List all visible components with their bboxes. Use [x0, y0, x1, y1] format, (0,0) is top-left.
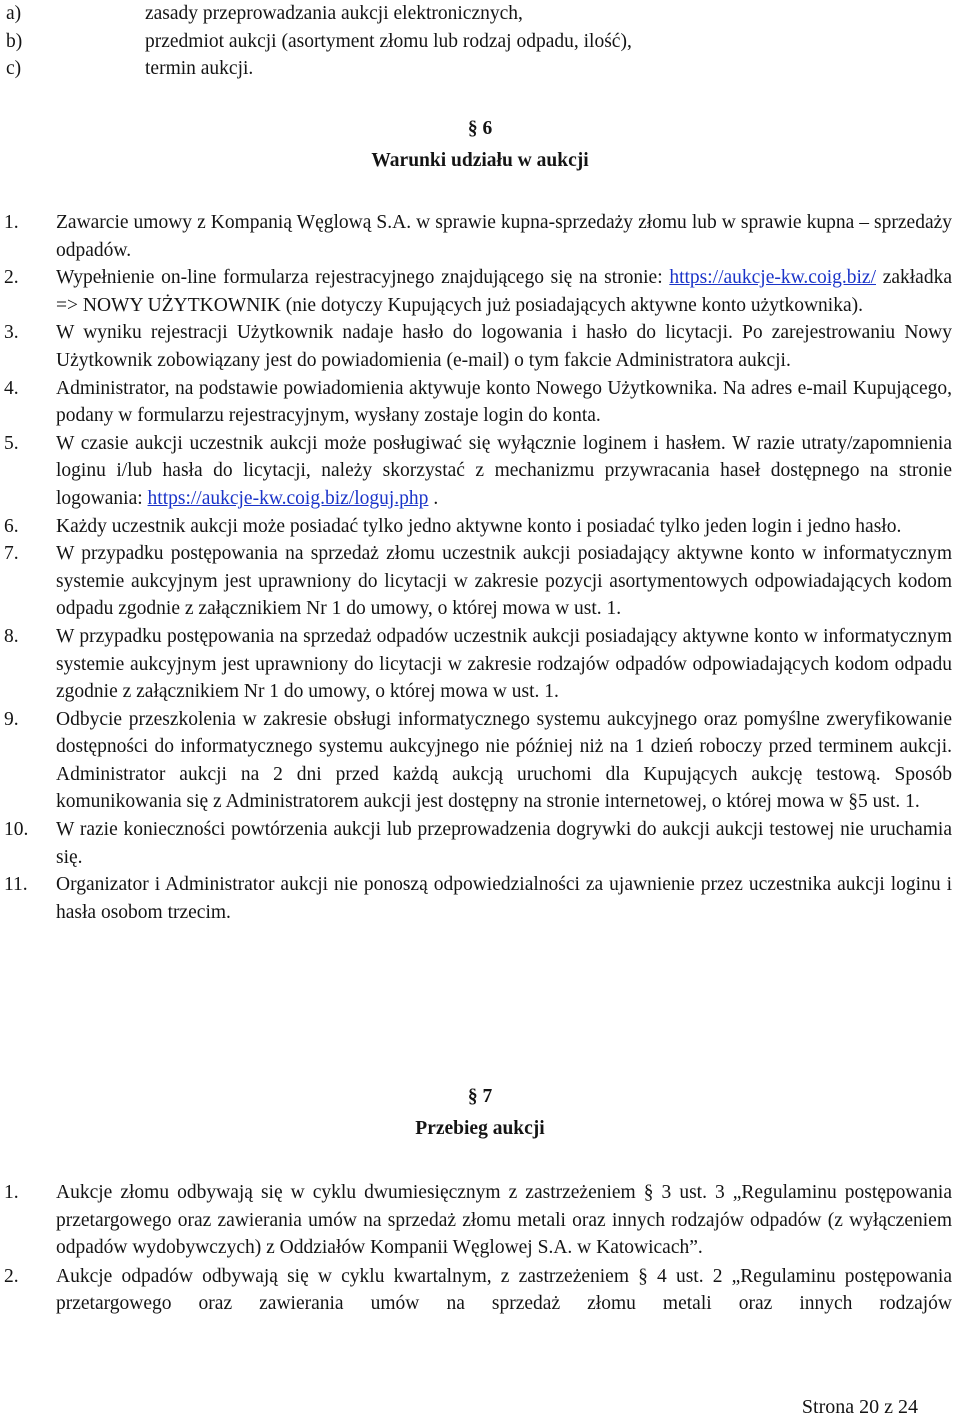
list-item [0, 28, 960, 56]
item-text: Wypełnienie on-line formularza rejestracyjnego znajdującego się na stronie: [56, 267, 670, 289]
item-number: 10. [4, 819, 29, 841]
list-label: c) [6, 58, 22, 80]
page-number: Strona 20 z 24 [801, 1396, 918, 1418]
item-text: W razie konieczności powtórzenia aukcji lub przeprowadzenia dogrywki do aukcji aukcji testowej nie uruchamia się. [56, 819, 952, 868]
item-text: Aukcje złomu odbywają się w cyklu dwumiesięcznym z zastrzeżeniem § 3 ust. 3 „Regulaminu postępowania przetargowego oraz zawierania umów na sprzedaż złomu metali oraz innych rodzajów odpadów (z wyłączeniem odpadów wydobywczych) z Oddziałów Kompanii Węglowej S.A. w Katowicach”. [56, 1182, 952, 1259]
section-7-number: § 7 [467, 1086, 493, 1107]
login-page-link[interactable]: https://aukcje-kw.coig.biz/loguj.php [147, 487, 429, 509]
list-item [4, 430, 952, 513]
item-number: 8. [4, 625, 19, 647]
item-text: Aukcje odpadów odbywają się w cyklu kwartalnym, z zastrzeżeniem § 4 ust. 2 „Regulaminu postępowania przetargowego oraz zawierania umów na sprzedaż złomu metali oraz innych rodzajów [56, 1265, 952, 1315]
list-label: a) [6, 3, 22, 24]
list-item [4, 540, 952, 623]
item-number: 11. [4, 874, 28, 896]
item-number: 6. [4, 515, 19, 537]
section-6-title: Warunki udziału w aukcji [371, 150, 589, 171]
item-number: 3. [4, 322, 19, 344]
item-number: 1. [4, 212, 19, 233]
top-list [0, 0, 960, 83]
item-text: Organizator i Administrator aukcji nie ponoszą odpowiedzialności za ujawnienie przez uczestnika aukcji loginu i hasła osobom trzecim. [56, 874, 952, 923]
section-6-number: § 6 [467, 118, 493, 139]
section-7-list [4, 1179, 952, 1318]
item-text: Zawarcie umowy z Kompanią Węglową S.A. w sprawie kupna-sprzedaży złomu lub w sprawie kupna – sprzedaży odpadów. [56, 212, 952, 261]
list-item [4, 375, 952, 430]
item-text: W przypadku postępowania na sprzedaż złomu uczestnik aukcji posiadający aktywne konto w informatycznym systemie aukcyjnym jest uprawniony do licytacji w zakresie pozycji asortymentowych odpowiadających kodom odpadu zgodnie z załącznikiem Nr 1 do umowy, o której mowa w ust. 1. [56, 543, 952, 620]
list-item [4, 1179, 952, 1262]
item-number: 2. [4, 267, 19, 289]
item-text: . [428, 487, 439, 509]
list-text: termin aukcji. [145, 58, 254, 80]
item-number: 7. [4, 543, 19, 565]
item-text: Odbycie przeszkolenia w zakresie obsługi informatycznego systemu aukcyjnego oraz pomyślne zweryfikowanie dostępności do informatycznego systemu aukcyjnego nie później niż na 1 dzień roboczy przed terminem aukcji. Administrator aukcji na 2 dni przed każdą aukcją uruchomi dla Kupujących aukcję testową. Sposób komunikowania się z Administratorem aukcji jest dostępny na stronie internetowej, o której mowa w §5 ust. 1. [56, 708, 952, 813]
registration-link[interactable]: https://aukcje-kw.coig.biz/ [669, 267, 876, 289]
item-number: 4. [4, 377, 19, 399]
item-number: 9. [4, 708, 19, 730]
list-item [4, 1263, 952, 1318]
item-text: zakładka => NOWY UŻYTKOWNIK (nie dotyczy Kupujących już posiadających aktywne konto użytkownika). [56, 267, 952, 316]
list-item [0, 55, 960, 83]
item-text: Administrator, na podstawie powiadomienia aktywuje konto Nowego Użytkownika. Na adres e-mail Kupującego, podany w formularzu rejestracyjnym, wysłany zostaje login do konta. [56, 377, 952, 427]
list-text: przedmiot aukcji (asortyment złomu lub rodzaj odpadu, ilość), [145, 30, 632, 52]
item-text: Każdy uczestnik aukcji może posiadać tylko jedno aktywne konto i posiadać tylko jeden login i jedno hasło. [56, 515, 902, 537]
item-number: 5. [4, 432, 19, 454]
item-number: 1. [4, 1182, 19, 1203]
section-6-list [4, 209, 952, 926]
list-item [4, 871, 952, 926]
list-item [4, 319, 952, 374]
list-item [4, 706, 952, 816]
list-item [4, 209, 952, 264]
list-item [4, 816, 952, 871]
list-item [4, 264, 952, 319]
list-item [4, 623, 952, 706]
section-7-title: Przebieg aukcji [415, 1118, 545, 1139]
item-text: W czasie aukcji uczestnik aukcji może posługiwać się wyłącznie loginem i hasłem. W razie utraty/zapomnienia loginu i/lub hasła do licytacji, należy skorzystać z mechanizmu przywracania haseł dostępnego na stronie logowania: [56, 432, 952, 509]
list-item [0, 0, 960, 28]
list-text: zasady przeprowadzania aukcji elektronicznych, [145, 3, 523, 24]
item-text: W przypadku postępowania na sprzedaż odpadów uczestnik aukcji posiadający aktywne konto w informatycznym systemie aukcyjnym jest uprawniony do licytacji w zakresie rodzajów odpadów odpowiadających kodom odpadu zgodnie z załącznikiem Nr 1 do umowy, o której mowa w ust. 1. [56, 625, 952, 703]
item-text: W wyniku rejestracji Użytkownik nadaje hasło do logowania i hasło do licytacji. Po zarejestrowaniu Nowy Użytkownik zobowiązany jest do powiadomienia (e-mail) o tym fakcie Administratora aukcji. [56, 322, 952, 371]
list-item [4, 513, 952, 541]
list-label: b) [6, 30, 23, 52]
item-number: 2. [4, 1265, 19, 1287]
